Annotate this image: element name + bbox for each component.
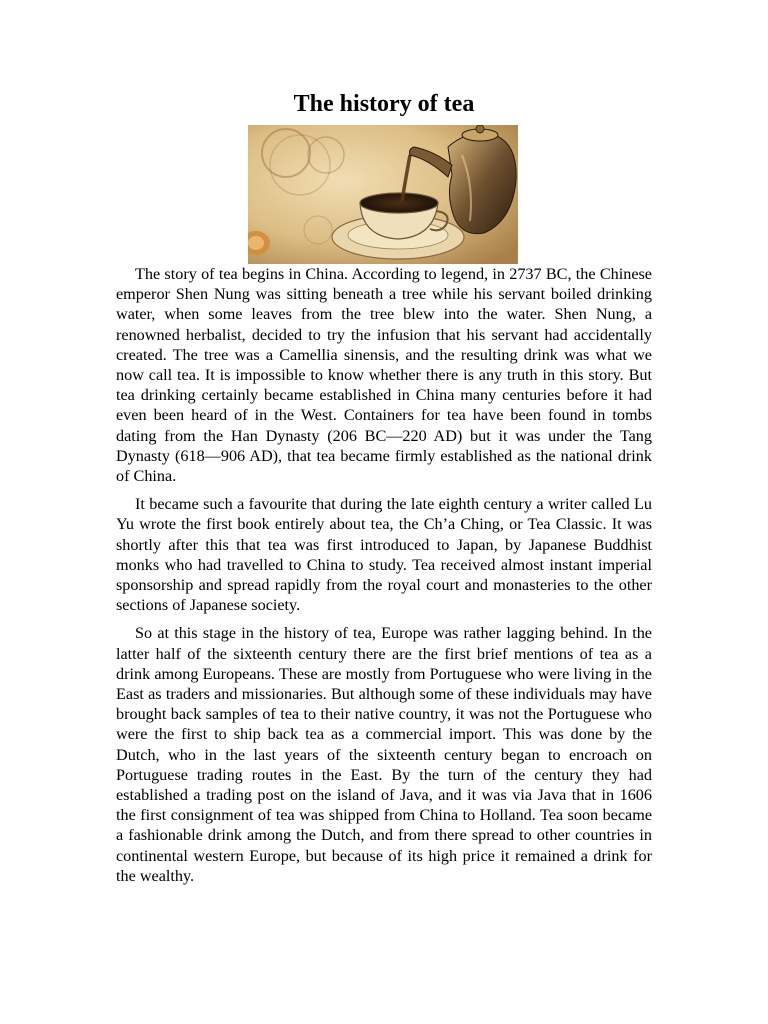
paragraph: It became such a favourite that during the late eighth century a writer called Lu Yu wrote the first book entirely about tea, the Ch’a Ching, or Tea Classic. It was shortly after this that tea was first introduced to Japan, by Japanese Buddhist monks who had travelled to China to study. Tea received almost instant imperial sponsorship and spread rapidly from the royal court and monasteries to the other sections of Japanese society.	[116, 495, 652, 615]
teapot-pouring-into-cup-illustration	[248, 125, 518, 264]
page-title: The history of tea	[293, 91, 475, 117]
paragraph: So at this stage in the history of tea, Europe was rather lagging behind. In the latter half of the sixteenth century there are the first brief mentions of tea as a drink among Europeans. These are mostly from Portuguese who were living in the East as traders and missionaries. But although some of these individuals may have brought back samples of tea to their native country, it was not the Portuguese who were the first to ship back tea as a commercial import. This was done by the Dutch, who in the last years of the sixteenth century began to encroach on Portuguese trading routes in the East. By the turn of the century they had established a trading post on the island of Java, and it was via Java that in 1606 the first consignment of tea was shipped from China to Holland. Tea soon became a fashionable drink among the Dutch, and from there spread to other countries in continental western Europe, but because of its high price it remained a drink for the wealthy.	[116, 624, 652, 885]
paragraph: The story of tea begins in China. According to legend, in 2737 BC, the Chinese emperor Shen Nung was sitting beneath a tree while his servant boiled drinking water, when some leaves from the tree blew into the water. Shen Nung, a renowned herbalist, decided to try the infusion that his servant had accidentally created. The tree was a Camellia sinensis, and the resulting drink was what we now call tea. It is impossible to know whether there is any truth in this story. But tea drinking certainly became established in China many centuries before it had even been heard of in the West. Containers for tea have been found in tombs dating from the Han Dynasty (206 BC—220 AD) but it was under the Tang Dynasty (618—906 AD), that tea became firmly established as the national drink of China.	[116, 265, 652, 486]
article-body	[116, 264, 652, 894]
